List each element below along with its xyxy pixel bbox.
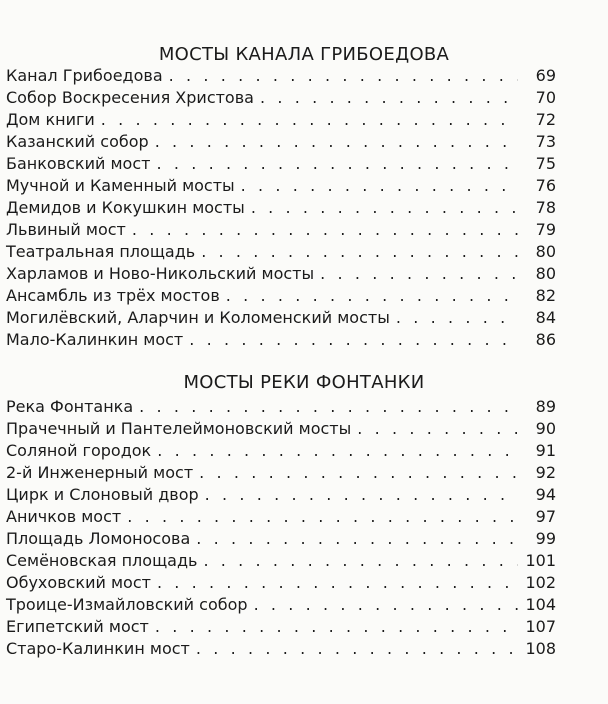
toc-entry[interactable]: [6, 396, 556, 418]
entry-page: 80: [535, 242, 556, 261]
toc-entry[interactable]: [6, 131, 556, 153]
entry-label: Аничков мост: [6, 507, 122, 526]
entry-page: 69: [535, 66, 556, 85]
dot-leader: [155, 131, 518, 153]
entry-label: Демидов и Кокушкин мосты: [6, 198, 245, 217]
toc-entry[interactable]: [6, 616, 556, 638]
entry-page: 82: [535, 286, 556, 305]
entry-page: 76: [535, 176, 556, 195]
toc-entry[interactable]: [6, 65, 556, 87]
dot-leader: [254, 594, 518, 616]
entry-page: 90: [535, 419, 556, 438]
toc-entry[interactable]: [6, 440, 556, 462]
entry-page: 101: [525, 551, 556, 570]
entry-label: 2-й Инженерный мост: [6, 463, 194, 482]
entry-page: 91: [535, 441, 556, 460]
entry-label: Театральная площадь: [6, 242, 196, 261]
toc-entry[interactable]: [6, 506, 556, 528]
toc-entry[interactable]: [6, 285, 556, 307]
toc-entry[interactable]: [6, 197, 556, 219]
entry-page: 70: [535, 88, 556, 107]
toc-entry[interactable]: [6, 153, 556, 175]
entry-label: Львиный мост: [6, 220, 126, 239]
entry-page: 99: [535, 529, 556, 548]
entry-page: 108: [525, 639, 556, 658]
toc-entry[interactable]: [6, 484, 556, 506]
toc-entry[interactable]: [6, 241, 556, 263]
entry-label: Соляной городок: [6, 441, 152, 460]
entry-label: Старо-Калинкин мост: [6, 639, 190, 658]
dot-leader: [241, 175, 518, 197]
entry-page: 104: [525, 595, 556, 614]
toc-list: [6, 396, 556, 660]
toc-entry[interactable]: [6, 528, 556, 550]
toc-entry[interactable]: [6, 572, 556, 594]
entry-label: Могилёвский, Аларчин и Коломенский мосты: [6, 308, 390, 327]
dot-leader: [199, 462, 518, 484]
entry-page: 72: [535, 110, 556, 129]
entry-label: Ансамбль из трёх мостов: [6, 286, 220, 305]
toc-entry[interactable]: [6, 109, 556, 131]
entry-label: Семёновская площадь: [6, 551, 198, 570]
dot-leader: [157, 440, 518, 462]
toc-entry[interactable]: [6, 87, 556, 109]
entry-page: 102: [525, 573, 556, 592]
dot-leader: [396, 307, 518, 329]
dot-leader: [357, 418, 518, 440]
entry-label: Цирк и Слоновый двор: [6, 485, 199, 504]
toc-entry[interactable]: [6, 307, 556, 329]
dot-leader: [260, 87, 518, 109]
entry-page: 86: [535, 330, 556, 349]
toc-list: [6, 65, 556, 351]
dot-leader: [196, 528, 518, 550]
dot-leader: [201, 241, 518, 263]
dot-leader: [127, 506, 518, 528]
dot-leader: [196, 638, 518, 660]
entry-label: Харламов и Ново-Никольский мосты: [6, 264, 315, 283]
toc-entry[interactable]: [6, 329, 556, 351]
dot-leader: [205, 484, 518, 506]
entry-page: 80: [535, 264, 556, 283]
entry-label: Обуховский мост: [6, 573, 151, 592]
dot-leader: [156, 153, 518, 175]
entry-label: Казанский собор: [6, 132, 149, 151]
entry-page: 84: [535, 308, 556, 327]
entry-page: 97: [535, 507, 556, 526]
entry-label: Мучной и Каменный мосты: [6, 176, 235, 195]
dot-leader: [132, 219, 518, 241]
entry-label: Собор Воскресения Христова: [6, 88, 254, 107]
section-title: МОСТЫ РЕКИ ФОНТАНКИ: [183, 372, 425, 393]
section-title: МОСТЫ КАНАЛА ГРИБОЕДОВА: [158, 44, 450, 65]
entry-page: 89: [535, 397, 556, 416]
toc-entry[interactable]: [6, 418, 556, 440]
entry-label: Река Фонтанка: [6, 397, 134, 416]
toc-entry[interactable]: [6, 219, 556, 241]
dot-leader: [169, 65, 518, 87]
dot-leader: [155, 616, 518, 638]
dot-leader: [189, 329, 518, 351]
dot-leader: [226, 285, 518, 307]
toc-entry[interactable]: [6, 550, 556, 572]
entry-label: Дом книги: [6, 110, 95, 129]
entry-label: Египетский мост: [6, 617, 149, 636]
entry-label: Банковский мост: [6, 154, 151, 173]
dot-leader: [320, 263, 518, 285]
toc-entry[interactable]: [6, 175, 556, 197]
entry-label: Канал Грибоедова: [6, 66, 163, 85]
dot-leader: [157, 572, 518, 594]
dot-leader: [139, 396, 518, 418]
toc-entry[interactable]: [6, 594, 556, 616]
dot-leader: [203, 550, 518, 572]
entry-page: 107: [525, 617, 556, 636]
entry-page: 78: [535, 198, 556, 217]
entry-page: 94: [535, 485, 556, 504]
entry-label: Троице-Измайловский собор: [6, 595, 248, 614]
entry-page: 75: [535, 154, 556, 173]
toc-entry[interactable]: [6, 462, 556, 484]
entry-page: 79: [535, 220, 556, 239]
toc-entry[interactable]: [6, 263, 556, 285]
entry-page: 92: [535, 463, 556, 482]
toc-entry[interactable]: [6, 638, 556, 660]
entry-label: Площадь Ломоносова: [6, 529, 191, 548]
dot-leader: [251, 197, 518, 219]
entry-label: Прачечный и Пантелеймоновский мосты: [6, 419, 352, 438]
dot-leader: [101, 109, 518, 131]
entry-page: 73: [535, 132, 556, 151]
entry-label: Мало-Калинкин мост: [6, 330, 184, 349]
